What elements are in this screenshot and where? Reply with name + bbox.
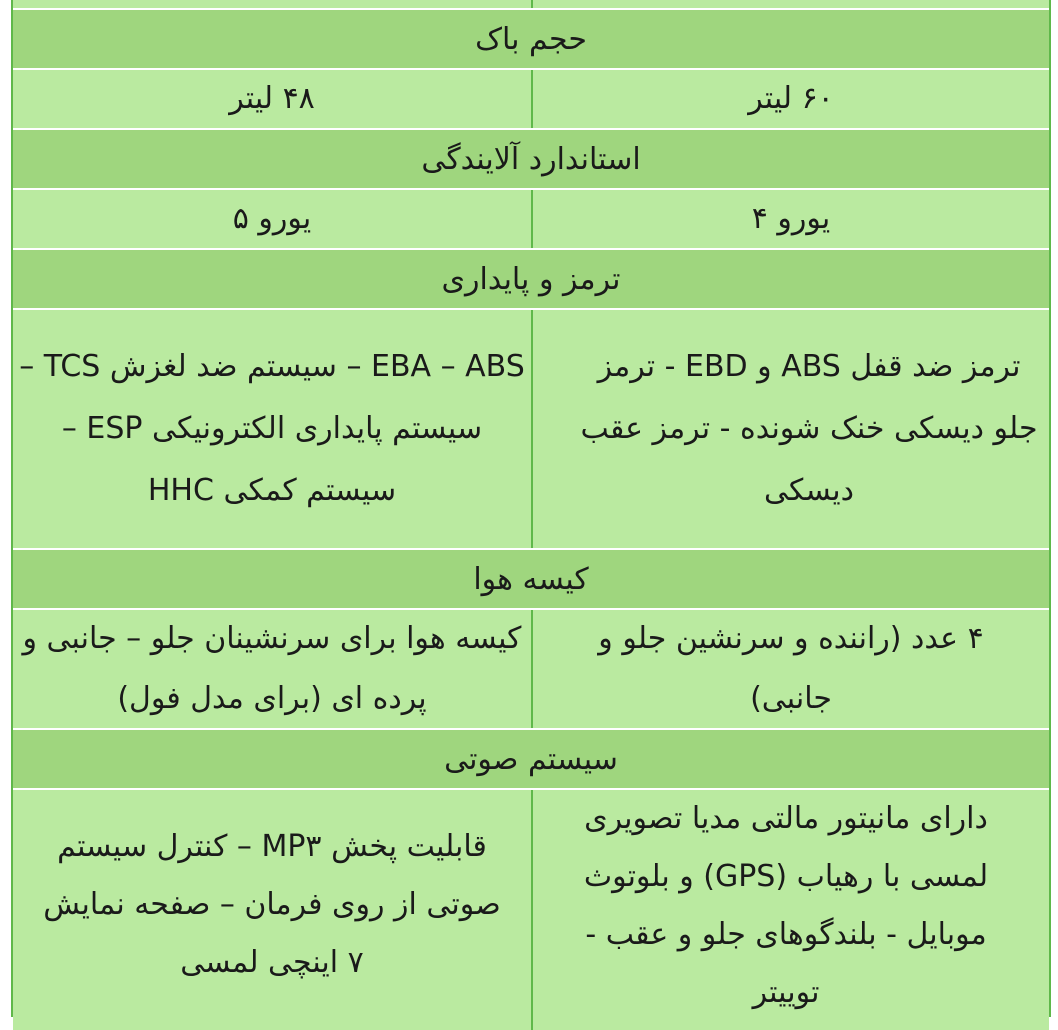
table-row-brakes xyxy=(13,310,1049,550)
cell-value-left: EBA – ABS – سیستم ضد لغزش TCS – سیستم پایداری الکترونیکی ESP – سیستم کمکی HHC xyxy=(19,349,525,508)
table-row-airbag xyxy=(13,610,1049,730)
section-header-audio xyxy=(13,730,1049,790)
cell-value-right: دارای مانیتور مالتی مدیا تصویری لمسی با رهیاب (GPS) و بلوتوث موبایل - بلندگوهای جلو و عقب - توییتر xyxy=(531,790,1049,1030)
section-header-emission xyxy=(13,130,1049,190)
cell-value-right: یورو ۴ xyxy=(531,190,1049,248)
table-row-tank xyxy=(13,70,1049,130)
table-row-audio xyxy=(13,790,1049,1030)
column-divider xyxy=(531,0,533,8)
cell-value-right: ترمز ضد قفل ABS و EBD - ترمز جلو دیسکی خنک شونده - ترمز عقب دیسکی xyxy=(531,310,1049,548)
section-header-tank xyxy=(13,10,1049,70)
section-header-brakes xyxy=(13,250,1049,310)
cell-value-right: ۶۰ لیتر xyxy=(531,70,1049,128)
cell-value-right: ۴ عدد (راننده و سرنشین جلو و جانبی) xyxy=(531,610,1049,728)
cell-value-left: کیسه هوا برای سرنشینان جلو – جانبی و پرده ای (برای مدل فول) xyxy=(22,621,522,716)
cell-value-left: قابلیت پخش MP۳ – کنترل سیستم صوتی از روی فرمان – صفحه نمایش ۷ اینچی لمسی xyxy=(43,829,501,980)
table-row-emission xyxy=(13,190,1049,250)
cell-value-left: ۴۸ لیتر xyxy=(229,81,315,116)
section-header-airbag xyxy=(13,550,1049,610)
section-header-label: کیسه هوا xyxy=(473,561,589,597)
section-header-label: حجم باک xyxy=(475,21,587,57)
previous-row-strip xyxy=(13,0,1049,10)
cell-value-left: یورو ۵ xyxy=(232,201,312,236)
section-header-label: سیستم صوتی xyxy=(444,741,618,777)
spec-comparison-table xyxy=(11,0,1051,1017)
section-header-label: استاندارد آلایندگی xyxy=(421,141,641,177)
section-header-label: ترمز و پایداری xyxy=(441,261,621,297)
